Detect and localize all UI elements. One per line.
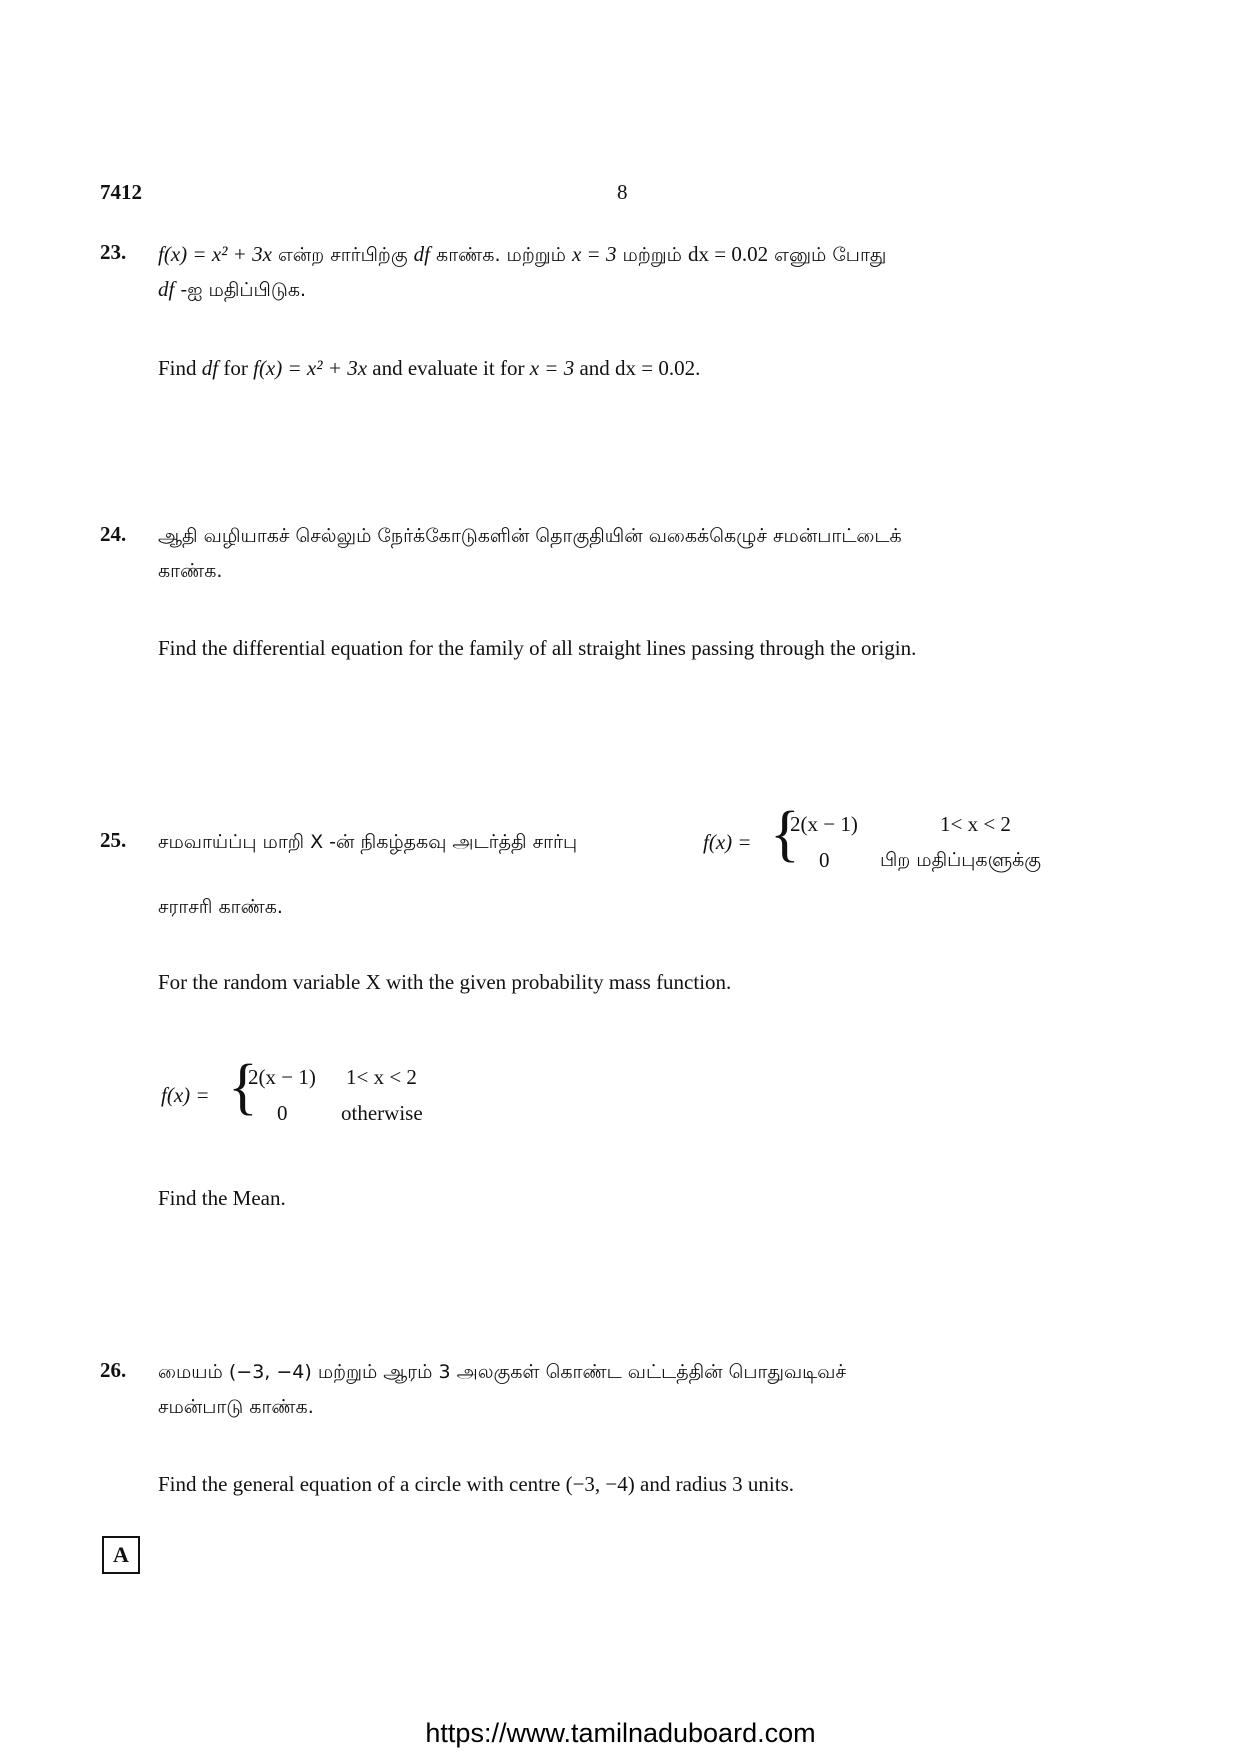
q25-en-piece2-condition: otherwise <box>341 1101 423 1125</box>
q23-dx-value: dx = 0.02 <box>687 242 769 266</box>
q23-en-x-value: x = 3 <box>529 356 575 380</box>
question-26-number: 26. <box>100 1358 127 1382</box>
question-25-tamil-line2: சராசரி காண்க. <box>158 896 283 918</box>
q25-piece2-condition-tamil: பிற மதிப்புகளுக்கு <box>880 849 1042 871</box>
paper-code: 7412 <box>100 180 142 204</box>
q23-df: df <box>158 277 175 301</box>
footer-url: https://www.tamilnaduboard.com <box>425 1718 816 1748</box>
q23-en-df: df <box>201 356 219 380</box>
q23-en-function-expr: f(x) = x² + 3x <box>253 356 368 380</box>
q25-piece2-expr: 0 <box>819 848 830 872</box>
question-25-tamil-text: சமவாய்ப்பு மாறி X -ன் நிகழ்தகவு அடர்த்தி சார்பு <box>158 831 578 853</box>
q23-en-text: and <box>579 356 610 380</box>
q23-x-value: x = 3 <box>571 242 617 266</box>
q23-tamil-text: மற்றும் <box>622 244 682 266</box>
q25-piecewise-brace: { <box>770 800 800 868</box>
q23-en-text: for <box>223 356 248 380</box>
q25-en-piece2-expr: 0 <box>277 1101 288 1125</box>
question-26-english: Find the general equation of a circle with centre (−3, −4) and radius 3 units. <box>158 1472 794 1496</box>
q25-en-fx-label: f(x) = <box>161 1083 210 1107</box>
q23-tamil-text: -ஐ மதிப்பிடுக. <box>180 279 307 301</box>
q23-en-text: and evaluate it for <box>372 356 525 380</box>
question-26-tamil-line1: மையம் (−3, −4) மற்றும் ஆரம் 3 அலகுகள் கொண்ட வட்டத்தின் பொதுவடிவச் <box>158 1361 846 1383</box>
q23-en-dx-value: dx = 0.02. <box>615 356 701 380</box>
q25-en-piece1-condition: 1< x < 2 <box>346 1065 417 1089</box>
question-26-tamil-line2: சமன்பாடு காண்க. <box>158 1396 314 1418</box>
q25-piece1-expr: 2(x − 1) <box>790 812 858 836</box>
q25-en-piecewise-brace: { <box>228 1053 258 1121</box>
question-23-number: 23. <box>100 240 127 264</box>
question-24-tamil-line2: காண்க. <box>158 560 223 582</box>
question-24-english: Find the differential equation for the family of all straight lines passing through the origin. <box>158 636 917 660</box>
question-23-tamil-line2 <box>158 272 306 307</box>
q25-en-piece1-expr: 2(x − 1) <box>248 1065 316 1089</box>
booklet-code-box: A <box>102 1536 140 1574</box>
question-25-number: 25. <box>100 828 127 852</box>
question-24-tamil-line1: ஆதி வழியாகச் செல்லும் நேர்க்கோடுகளின் தொகுதியின் வகைக்கெழுச் சமன்பாட்டைக் <box>158 525 902 547</box>
question-23-english <box>158 356 700 381</box>
q25-piece1-condition: 1< x < 2 <box>940 812 1011 836</box>
q23-tamil-text: என்ற சார்பிற்கு <box>277 244 408 266</box>
q23-tamil-text: எனும் போது <box>774 244 887 266</box>
q25-fx-label: f(x) = <box>703 830 752 854</box>
q23-function-expr: f(x) = x² + 3x <box>158 242 272 266</box>
q23-en-text: Find <box>158 356 197 380</box>
q23-tamil-text: காண்க. மற்றும் <box>436 244 566 266</box>
page-number: 8 <box>617 180 628 204</box>
q23-df: df <box>413 242 430 266</box>
question-24-number: 24. <box>100 522 127 546</box>
question-25-english-line2: Find the Mean. <box>158 1186 286 1210</box>
question-23-tamil-line1 <box>158 237 886 272</box>
question-25-english-line1: For the random variable X with the given probability mass function. <box>158 970 732 994</box>
